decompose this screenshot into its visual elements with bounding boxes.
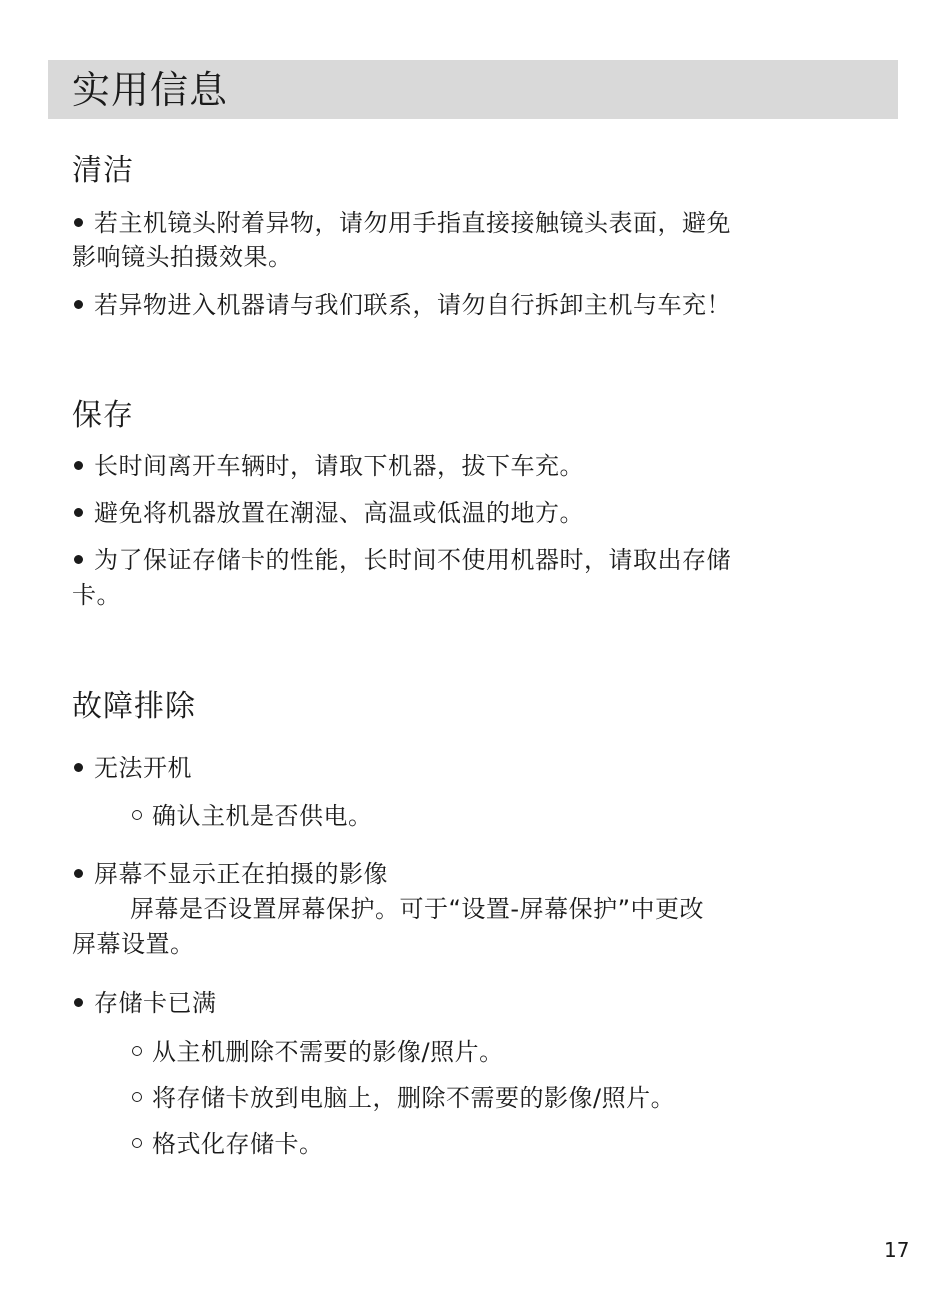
trouble-item-power-text: 无法开机 xyxy=(94,754,192,782)
page-number: 17 xyxy=(884,1238,910,1262)
trouble-power-sub-1-text: 确认主机是否供电。 xyxy=(152,802,373,830)
cleaning-item-2-text: 若异物进入机器请与我们联系，请勿自行拆卸主机与车充！ xyxy=(94,291,731,319)
bullet-icon xyxy=(72,449,94,483)
section-title-cleaning: 清洁 xyxy=(72,153,134,188)
cleaning-item-1-cont: 影响镜头拍摄效果。 xyxy=(72,243,293,271)
cleaning-item-1-text: 若主机镜头附着异物，请勿用手指直接接触镜头表面，避免 xyxy=(94,209,731,237)
cleaning-item-2 xyxy=(72,288,872,322)
trouble-card-sub-2 xyxy=(130,1081,930,1115)
storage-item-2 xyxy=(72,496,872,530)
trouble-power-sub-1 xyxy=(130,799,930,833)
bullet-icon xyxy=(72,288,94,322)
trouble-item-screen xyxy=(72,857,872,891)
trouble-card-sub-1-text: 从主机删除不需要的影像/照片。 xyxy=(152,1038,504,1066)
bullet-icon xyxy=(72,986,94,1020)
storage-item-3-text: 为了保证存储卡的性能，长时间不使用机器时，请取出存储 xyxy=(94,546,731,574)
section-title-troubleshooting: 故障排除 xyxy=(72,689,196,724)
bullet-icon xyxy=(72,857,94,891)
storage-item-1-text: 长时间离开车辆时，请取下机器，拔下车充。 xyxy=(94,452,584,480)
trouble-item-screen-text: 屏幕不显示正在拍摄的影像 xyxy=(94,860,388,888)
page-header xyxy=(48,60,898,119)
trouble-screen-desc-2: 屏幕设置。 xyxy=(72,930,195,958)
hollow-bullet-icon xyxy=(130,1127,152,1161)
storage-item-3-cont: 卡。 xyxy=(72,581,121,609)
trouble-card-sub-3-text: 格式化存储卡。 xyxy=(152,1130,324,1158)
hollow-bullet-icon xyxy=(130,799,152,833)
hollow-bullet-icon xyxy=(130,1035,152,1069)
storage-item-2-text: 避免将机器放置在潮湿、高温或低温的地方。 xyxy=(94,499,584,527)
trouble-item-power xyxy=(72,751,872,785)
trouble-item-card-full-text: 存储卡已满 xyxy=(94,989,217,1017)
bullet-icon xyxy=(72,496,94,530)
bullet-icon xyxy=(72,751,94,785)
trouble-screen-desc-1: 屏幕是否设置屏幕保护。可于“设置-屏幕保护”中更改 xyxy=(130,895,705,923)
hollow-bullet-icon xyxy=(130,1081,152,1115)
storage-item-1 xyxy=(72,449,872,483)
storage-item-3 xyxy=(72,543,872,577)
trouble-item-card-full xyxy=(72,986,872,1020)
bullet-icon xyxy=(72,543,94,577)
trouble-card-sub-3 xyxy=(130,1127,930,1161)
section-title-storage: 保存 xyxy=(72,398,134,433)
trouble-card-sub-1 xyxy=(130,1035,930,1069)
cleaning-item-1 xyxy=(72,206,872,240)
bullet-icon xyxy=(72,206,94,240)
page-title: 实用信息 xyxy=(72,68,229,112)
trouble-card-sub-2-text: 将存储卡放到电脑上，删除不需要的影像/照片。 xyxy=(152,1084,676,1112)
